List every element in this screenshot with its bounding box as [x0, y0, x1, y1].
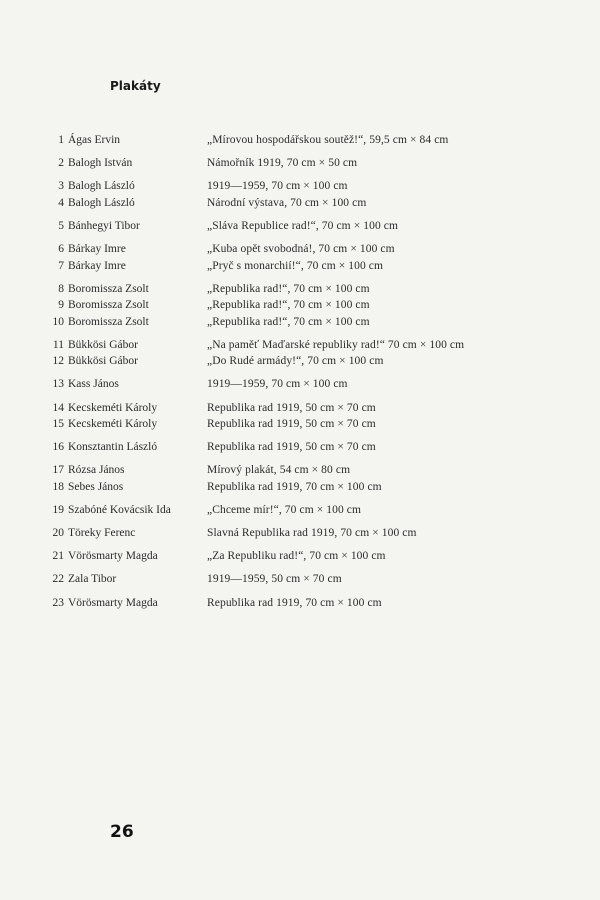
entry-artist: Bárkay Imre [68, 243, 126, 255]
entry-number: 22 [52, 573, 64, 585]
entry-number: 9 [58, 299, 64, 311]
entry-artist: Töreky Ferenc [68, 527, 136, 539]
list-item [0, 439, 600, 455]
entry-artist: Kecskeméti Károly [68, 402, 158, 414]
entry-number: 11 [52, 339, 64, 351]
entry-artist: Balogh László [68, 197, 135, 209]
entry-description: Námořník 1919, 70 cm × 50 cm [207, 157, 358, 169]
entry-artist: Boromissza Zsolt [68, 316, 149, 328]
entry-description: „Pryč s monarchií!“, 70 cm × 100 cm [207, 260, 384, 272]
entry-artist: Balogh László [68, 180, 135, 192]
entry-description: „Sláva Republice rad!“, 70 cm × 100 cm [207, 220, 399, 232]
entry-artist: Sebes János [68, 481, 124, 493]
entry-description: „Mírovou hospodářskou soutěž!“, 59,5 cm × 84 cm [207, 134, 449, 146]
entry-number: 21 [52, 550, 64, 562]
entry-number: 20 [52, 527, 64, 539]
entry-artist: Balogh István [68, 157, 133, 169]
entry-description: Republika rad 1919, 50 cm × 70 cm [207, 441, 376, 453]
entry-number: 16 [52, 441, 64, 453]
entry-artist: Bánhegyi Tibor [68, 220, 140, 232]
list-item [0, 218, 600, 234]
entry-number: 10 [52, 316, 64, 328]
list-item [0, 353, 600, 369]
page-number: 26 [110, 822, 134, 842]
list-item [0, 479, 600, 495]
entry-description: „Republika rad!“, 70 cm × 100 cm [207, 316, 370, 328]
entry-artist: Boromissza Zsolt [68, 299, 149, 311]
entry-description: 1919—1959, 70 cm × 100 cm [207, 180, 348, 192]
entry-description: „Na paměť Maďarské republiky rad!“ 70 cm × 100 cm [207, 339, 465, 351]
list-item [0, 155, 600, 171]
entry-number: 2 [58, 157, 64, 169]
list-item [0, 297, 600, 313]
entry-description: Republika rad 1919, 50 cm × 70 cm [207, 402, 376, 414]
entry-artist: Bükkösi Gábor [68, 339, 138, 351]
entry-artist: Rózsa János [68, 464, 125, 476]
entry-description: Slavná Republika rad 1919, 70 cm × 100 cm [207, 527, 417, 539]
entry-number: 17 [52, 464, 64, 476]
list-item [0, 376, 600, 392]
section-title: Plakáty [110, 79, 161, 93]
list-item [0, 258, 600, 274]
entry-artist: Szabóné Kovácsik Ida [68, 504, 171, 516]
entry-number: 8 [58, 283, 64, 295]
list-item [0, 178, 600, 194]
list-item [0, 548, 600, 564]
list-item [0, 462, 600, 478]
list-item [0, 525, 600, 541]
entry-artist: Bárkay Imre [68, 260, 126, 272]
entry-number: 7 [58, 260, 64, 272]
list-item [0, 337, 600, 353]
list-item [0, 314, 600, 330]
entry-number: 15 [52, 418, 64, 430]
entry-description: „Za Republiku rad!“, 70 cm × 100 cm [207, 550, 386, 562]
entry-artist: Zala Tibor [68, 573, 117, 585]
entry-number: 5 [58, 220, 64, 232]
entry-description: Republika rad 1919, 50 cm × 70 cm [207, 418, 376, 430]
entry-number: 14 [52, 402, 64, 414]
entry-description: „Republika rad!“, 70 cm × 100 cm [207, 299, 370, 311]
entry-artist: Vörösmarty Magda [68, 550, 158, 562]
entry-number: 1 [58, 134, 64, 146]
entry-artist: Bükkösi Gábor [68, 355, 138, 367]
entry-artist: Konsztantin László [68, 441, 158, 453]
list-item [0, 571, 600, 587]
list-item [0, 241, 600, 257]
entry-number: 3 [58, 180, 64, 192]
entry-number: 12 [52, 355, 64, 367]
entry-artist: Kecskeméti Károly [68, 418, 158, 430]
entry-number: 13 [52, 378, 64, 390]
list-item [0, 195, 600, 211]
list-item [0, 132, 600, 148]
entry-description: „Republika rad!“, 70 cm × 100 cm [207, 283, 370, 295]
entry-artist: Ágas Ervin [68, 134, 121, 146]
entry-description: 1919—1959, 50 cm × 70 cm [207, 573, 342, 585]
entry-description: „Kuba opět svobodná!, 70 cm × 100 cm [207, 243, 395, 255]
entry-description: Mírový plakát, 54 cm × 80 cm [207, 464, 351, 476]
list-item [0, 502, 600, 518]
entry-description: Národní výstava, 70 cm × 100 cm [207, 197, 367, 209]
entry-artist: Vörösmarty Magda [68, 597, 158, 609]
entry-number: 18 [52, 481, 64, 493]
list-item [0, 281, 600, 297]
entry-description: Republika rad 1919, 70 cm × 100 cm [207, 597, 382, 609]
entry-number: 4 [58, 197, 64, 209]
list-item [0, 400, 600, 416]
entry-description: „Do Rudé armády!“, 70 cm × 100 cm [207, 355, 384, 367]
list-item [0, 416, 600, 432]
entry-number: 19 [52, 504, 64, 516]
entry-description: Republika rad 1919, 70 cm × 100 cm [207, 481, 382, 493]
list-item [0, 595, 600, 611]
entry-artist: Boromissza Zsolt [68, 283, 149, 295]
entry-number: 23 [52, 597, 64, 609]
entry-artist: Kass János [68, 378, 119, 390]
entry-number: 6 [58, 243, 64, 255]
entry-description: 1919—1959, 70 cm × 100 cm [207, 378, 348, 390]
entry-description: „Chceme mír!“, 70 cm × 100 cm [207, 504, 362, 516]
